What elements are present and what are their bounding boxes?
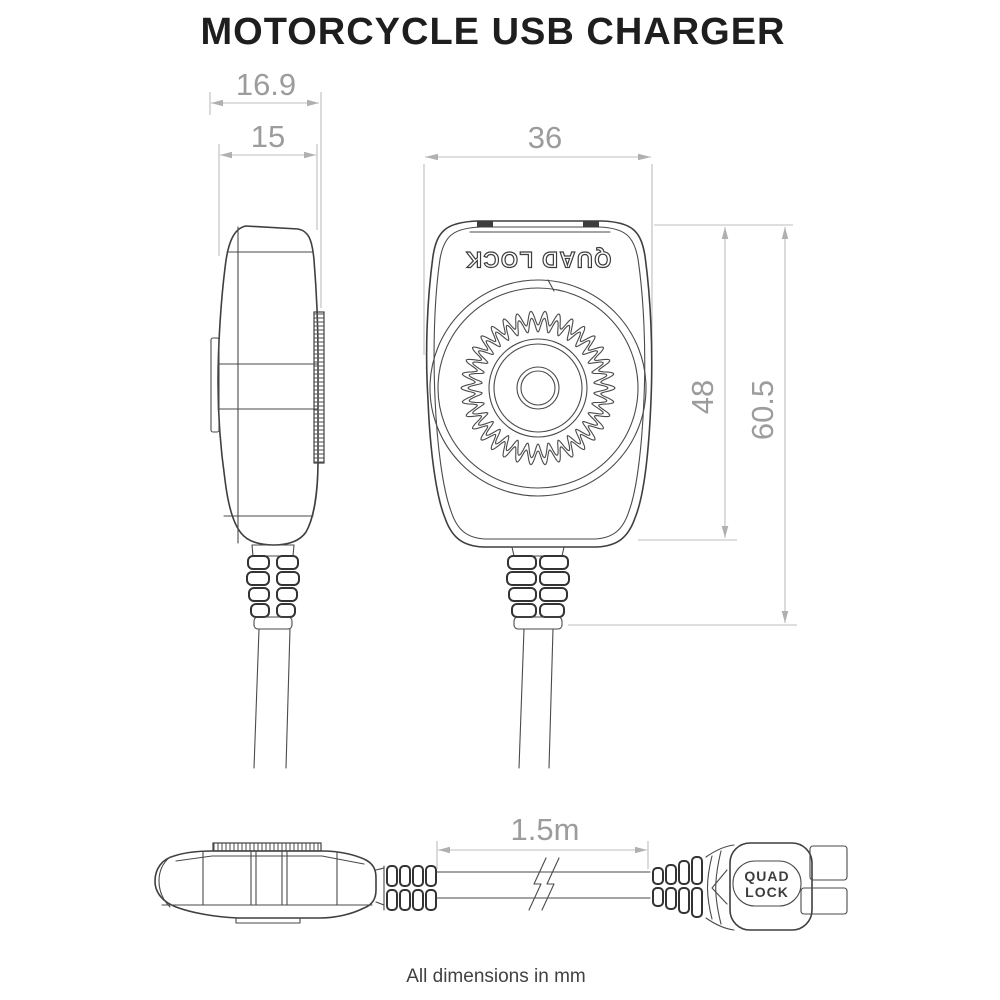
front-view <box>427 221 652 768</box>
plug-tab-upper <box>810 846 847 880</box>
cable-break-symbol <box>529 858 546 910</box>
mount-circle-inner <box>494 344 582 432</box>
bottom-strain-relief-left <box>387 866 436 910</box>
mount-circle-outer <box>489 339 587 437</box>
dim-value-48: 48 <box>685 379 720 415</box>
dim-value-60-5: 60.5 <box>745 379 780 441</box>
top-notch-right <box>583 222 599 228</box>
dimension-front-width <box>424 120 652 358</box>
mount-gear-outer <box>461 311 615 464</box>
mount-dome <box>430 280 646 496</box>
mount-center-inner <box>521 371 555 405</box>
page-title: MOTORCYCLE USB CHARGER <box>200 11 786 53</box>
bottom-strain-relief-right <box>653 857 702 917</box>
brand-wordmark-connector-line2: LOCK <box>745 884 789 900</box>
side-strain-relief <box>247 545 299 629</box>
front-strain-relief <box>507 547 569 629</box>
bottom-cable <box>437 872 650 898</box>
dimension-side-total-depth <box>210 67 321 308</box>
top-notch-left <box>477 222 493 228</box>
side-view <box>211 226 324 768</box>
footer-note: All dimensions in mm <box>406 966 586 987</box>
dim-value-16-9: 16.9 <box>235 67 297 102</box>
brand-wordmark-connector-line1: QUAD <box>744 868 790 884</box>
dim-value-36: 36 <box>527 120 563 155</box>
brand-wordmark-front: QUAD LOCK <box>464 247 612 272</box>
front-cable <box>519 629 553 768</box>
dimension-cable-length <box>437 812 648 869</box>
dim-value-15: 15 <box>250 119 286 154</box>
dim-value-1-5m: 1.5m <box>510 812 580 847</box>
side-knurl-ring <box>314 312 324 463</box>
bottom-view <box>155 843 847 930</box>
bottom-knurl-ring <box>213 843 321 851</box>
plug-tab-lower <box>801 888 847 914</box>
side-cable <box>254 629 290 768</box>
mount-center-outer <box>517 367 559 409</box>
